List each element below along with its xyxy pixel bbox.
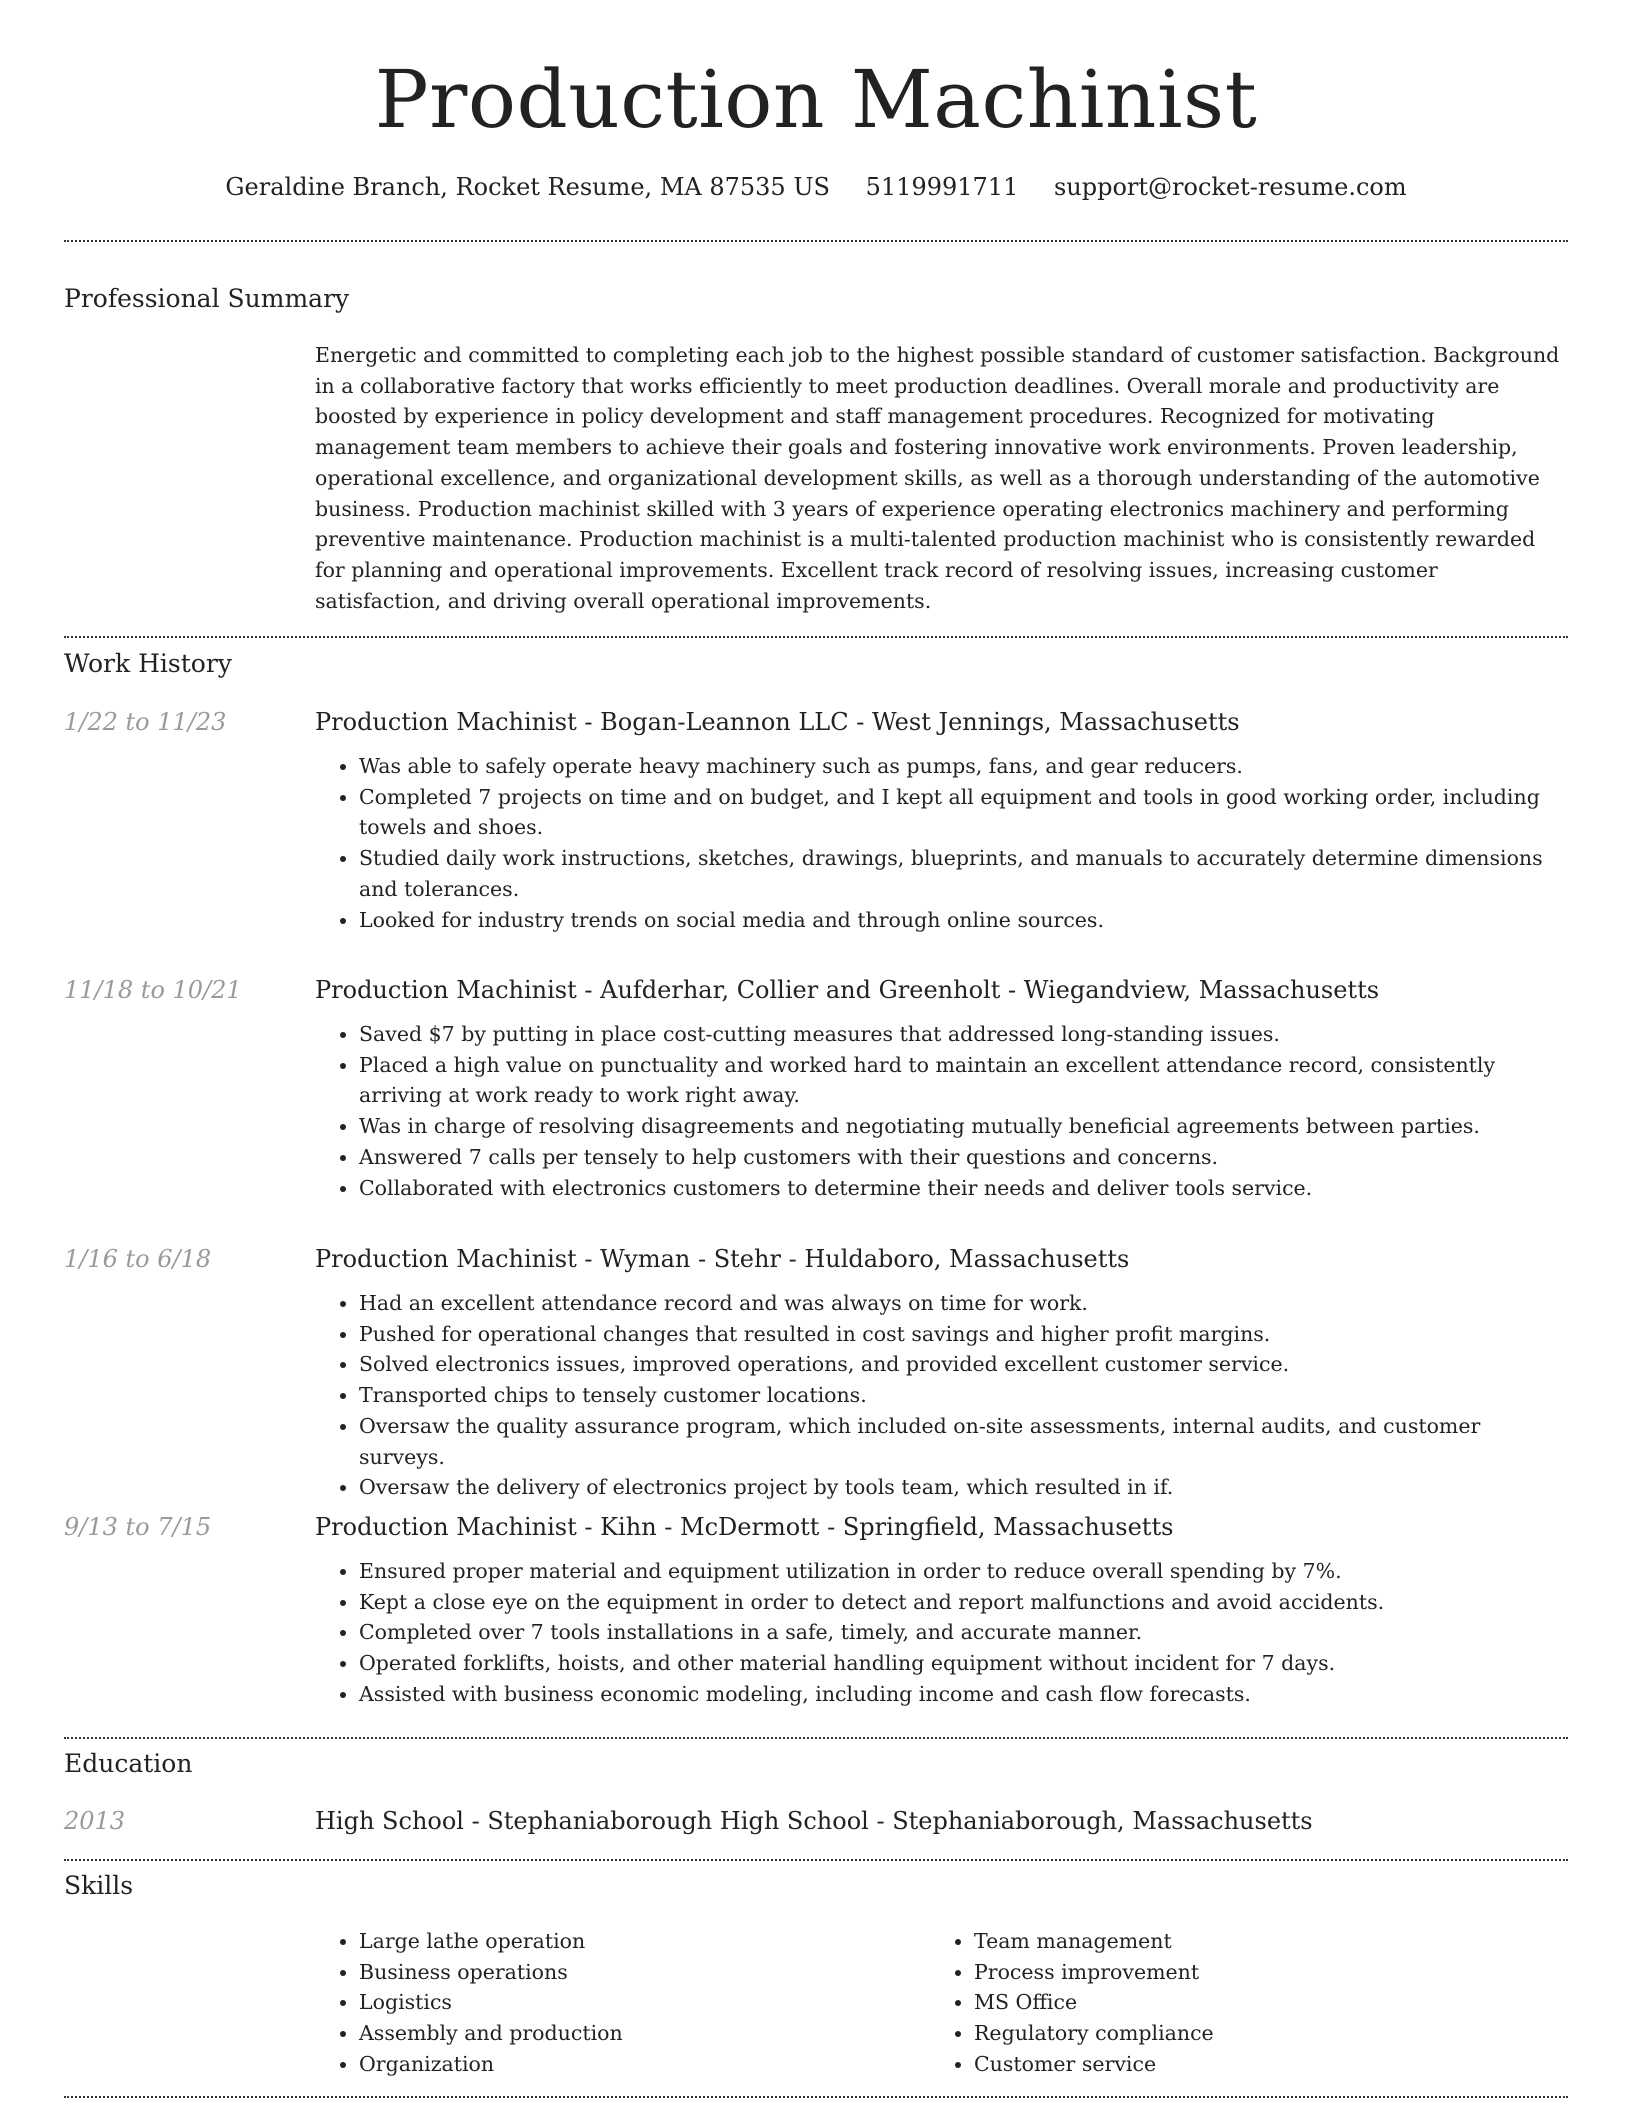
list-item: • Placed a high value on punctuality and worked hard to maintain an excellent attendance record, consistently arriving at work ready to work right away. <box>359 1050 1568 1111</box>
job-bullets <box>315 751 1568 935</box>
skill-item: • MS Office <box>974 1987 1530 2018</box>
job-role: Production Machinist <box>315 1513 577 1541</box>
separator: - <box>463 1807 488 1835</box>
section-divider <box>64 240 1568 242</box>
skill-item: • Logistics <box>359 1987 915 2018</box>
section-divider <box>64 636 1568 638</box>
education-degree: High School <box>315 1807 464 1835</box>
job-company: Kihn - McDermott <box>600 1513 820 1541</box>
education-heading <box>315 1804 1313 1838</box>
list-item: • Was in charge of resolving disagreements and negotiating mutually beneficial agreements between parties. <box>359 1111 1568 1142</box>
list-item: • Looked for industry trends on social media and through online sources. <box>359 905 1568 936</box>
skills-list-right <box>930 1926 1530 2080</box>
job-location: Huldaboro, Massachusetts <box>804 1245 1130 1273</box>
skill-item: • Customer service <box>974 2049 1530 2080</box>
job-company: Aufderhar, Collier and Greenholt <box>600 976 1001 1004</box>
job-location: Springfield, Massachusetts <box>842 1513 1174 1541</box>
list-item: • Kept a close eye on the equipment in order to detect and report malfunctions and avoid accidents. <box>359 1587 1568 1618</box>
job-location: Wiegandview, Massachusetts <box>1023 976 1380 1004</box>
job-role: Production Machinist <box>315 708 577 736</box>
skills-list-left <box>315 1926 915 2080</box>
separator: - <box>576 1245 601 1273</box>
list-item: • Oversaw the quality assurance program, which included on-site assessments, internal audits, and customer surveys. <box>359 1411 1568 1472</box>
contact-email: support@rocket-resume.com <box>1053 173 1407 201</box>
list-item: • Ensured proper material and equipment utilization in order to reduce overall spending by 7%. <box>359 1556 1568 1587</box>
list-item: • Was able to safely operate heavy machinery such as pumps, fans, and gear reducers. <box>359 751 1568 782</box>
skill-item: • Regulatory compliance <box>974 2018 1530 2049</box>
job-bullets <box>315 1556 1568 1710</box>
skill-item: • Process improvement <box>974 1957 1530 1988</box>
list-item: • Completed over 7 tools installations in a safe, timely, and accurate manner. <box>359 1617 1568 1648</box>
separator: - <box>868 1807 893 1835</box>
contact-line <box>64 170 1568 204</box>
section-title-summary: Professional Summary <box>64 284 350 313</box>
list-item: • Oversaw the delivery of electronics project by tools team, which resulted in if. <box>359 1472 1568 1503</box>
separator: - <box>848 708 872 736</box>
list-item: • Operated forklifts, hoists, and other material handling equipment without incident for 7 days. <box>359 1648 1568 1679</box>
section-divider <box>64 2096 1568 2098</box>
education-year: 2013 <box>64 1807 126 1835</box>
separator: - <box>576 708 601 736</box>
skill-item: • Team management <box>974 1926 1530 1957</box>
job-heading <box>315 705 1240 739</box>
list-item: • Collaborated with electronics customers to determine their needs and deliver tools service. <box>359 1173 1568 1204</box>
summary-text: Energetic and committed to completing each job to the highest possible standard of customer satisfaction. Background in a collaborative factory that works efficiently to meet production deadlines. Overall morale and productivity are boosted by experience in policy development and staff management procedures. Recognized for motivating management team members to achieve their goals and fostering innovative work environments. Proven leadership, operational excellence, and organizational development skills, as well as a thorough understanding of the automotive business. Production machinist skilled with 3 years of experience operating electronics machinery and performing preventive maintenance. Production machinist is a multi-talented production machinist who is consistently rewarded for planning and operational improvements. Excellent track record of resolving issues, increasing customer satisfaction, and driving overall operational improvements. <box>315 343 1560 613</box>
job-location: West Jennings, Massachusetts <box>871 708 1240 736</box>
list-item: • Transported chips to tensely customer locations. <box>359 1380 1568 1411</box>
job-role: Production Machinist <box>315 1245 577 1273</box>
section-title-work-history: Work History <box>64 649 232 678</box>
list-item: • Had an excellent attendance record and was always on time for work. <box>359 1288 1568 1319</box>
skill-item: • Organization <box>359 2049 915 2080</box>
section-title-education: Education <box>64 1749 193 1778</box>
job-bullets <box>315 1019 1568 1203</box>
resume-title: Production Machinist <box>374 53 1258 146</box>
contact-phone: 5119991711 <box>865 173 1019 201</box>
skill-item: • Large lathe operation <box>359 1926 915 1957</box>
list-item: • Solved electronics issues, improved operations, and provided excellent customer service. <box>359 1349 1568 1380</box>
list-item: • Answered 7 calls per tensely to help customers with their questions and concerns. <box>359 1142 1568 1173</box>
separator: - <box>1000 976 1024 1004</box>
job-bullets <box>315 1288 1568 1503</box>
contact-address: Geraldine Branch, Rocket Resume, MA 87535 US <box>225 173 830 201</box>
job-company: Bogan-Leannon LLC <box>600 708 849 736</box>
job-heading <box>315 1510 1173 1544</box>
education-school: Stephaniaborough High School <box>487 1807 869 1835</box>
job-dates: 11/18 to 10/21 <box>64 976 242 1004</box>
list-item: • Completed 7 projects on time and on budget, and I kept all equipment and tools in good working order, including towels and shoes. <box>359 782 1568 843</box>
separator: - <box>819 1513 843 1541</box>
separator: - <box>576 976 601 1004</box>
separator: - <box>780 1245 805 1273</box>
skill-item: • Business operations <box>359 1957 915 1988</box>
section-divider <box>64 1737 1568 1739</box>
section-title-skills: Skills <box>64 1871 134 1900</box>
skill-item: • Assembly and production <box>359 2018 915 2049</box>
job-dates: 9/13 to 7/15 <box>64 1513 212 1541</box>
job-heading <box>315 973 1379 1007</box>
job-dates: 1/22 to 11/23 <box>64 708 227 736</box>
list-item: • Assisted with business economic modeling, including income and cash flow forecasts. <box>359 1679 1568 1710</box>
job-heading <box>315 1242 1129 1276</box>
list-item: • Studied daily work instructions, sketches, drawings, blueprints, and manuals to accurately determine dimensions and tolerances. <box>359 843 1568 904</box>
resume-page <box>64 0 1568 2112</box>
job-company: Wyman - Stehr <box>600 1245 781 1273</box>
separator: - <box>576 1513 601 1541</box>
list-item: • Saved $7 by putting in place cost-cutting measures that addressed long-standing issues. <box>359 1019 1568 1050</box>
list-item: • Pushed for operational changes that resulted in cost savings and higher profit margins. <box>359 1319 1568 1350</box>
job-role: Production Machinist <box>315 976 577 1004</box>
education-location: Stephaniaborough, Massachusetts <box>892 1807 1313 1835</box>
section-divider <box>64 1859 1568 1861</box>
job-dates: 1/16 to 6/18 <box>64 1245 212 1273</box>
